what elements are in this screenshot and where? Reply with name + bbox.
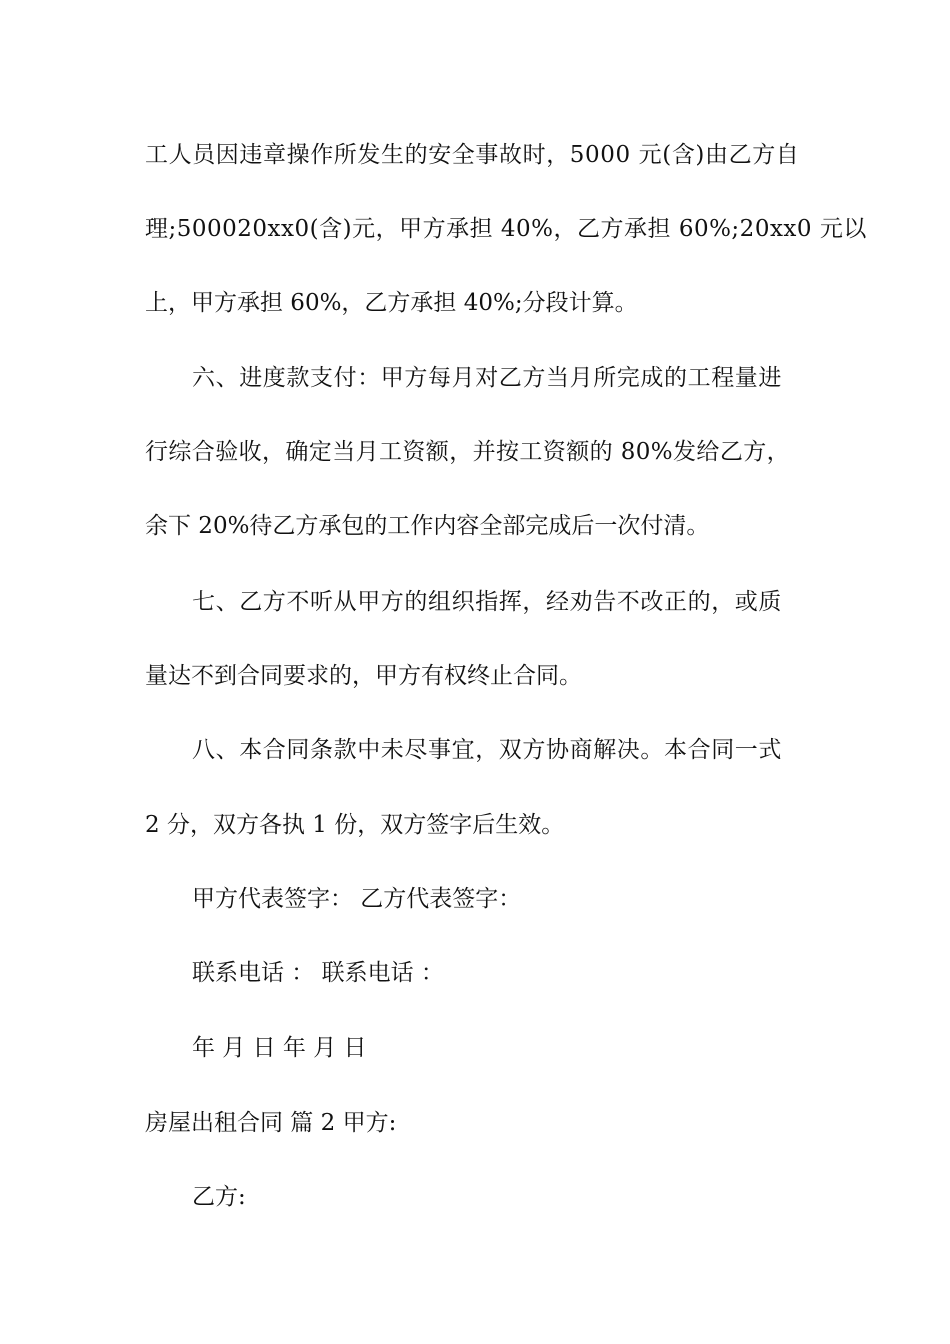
paragraph-line: 工人员因违章操作所发生的安全事故时，5000 元(含)由乙方自 — [145, 142, 800, 168]
paragraph-line: 量达不到合同要求的，甲方有权终止合同。 — [145, 663, 582, 689]
phone-line: 联系电话 ： 联系电话 ： — [192, 960, 444, 986]
paragraph-line: 余下 20%待乙方承包的工作内容全部完成后一次付清。 — [145, 513, 710, 539]
section-heading: 房屋出租合同 篇 2 甲方: — [145, 1110, 397, 1136]
paragraph-line: 理;500020xx0(含)元，甲方承担 40%，乙方承担 60%;20xx0 元以 — [145, 216, 867, 242]
paragraph-line: 行综合验收，确定当月工资额，并按工资额的 80%发给乙方， — [145, 439, 791, 465]
signature-line: 甲方代表签字： 乙方代表签字： — [192, 886, 522, 912]
paragraph-line: 上，甲方承担 60%，乙方承担 40%;分段计算。 — [145, 290, 638, 316]
party-b-line: 乙方: — [192, 1184, 246, 1210]
clause-six-line: 六、进度款支付：甲方每月对乙方当月所完成的工程量进 — [192, 365, 782, 391]
clause-eight-line: 八、本合同条款中未尽事宜，双方协商解决。本合同一式 — [192, 737, 782, 763]
date-line: 年 月 日 年 月 日 — [192, 1035, 367, 1061]
paragraph-line: 2 分，双方各执 1 份，双方签字后生效。 — [145, 812, 565, 838]
clause-seven-line: 七、乙方不听从甲方的组织指挥，经劝告不改正的，或质 — [192, 589, 782, 615]
